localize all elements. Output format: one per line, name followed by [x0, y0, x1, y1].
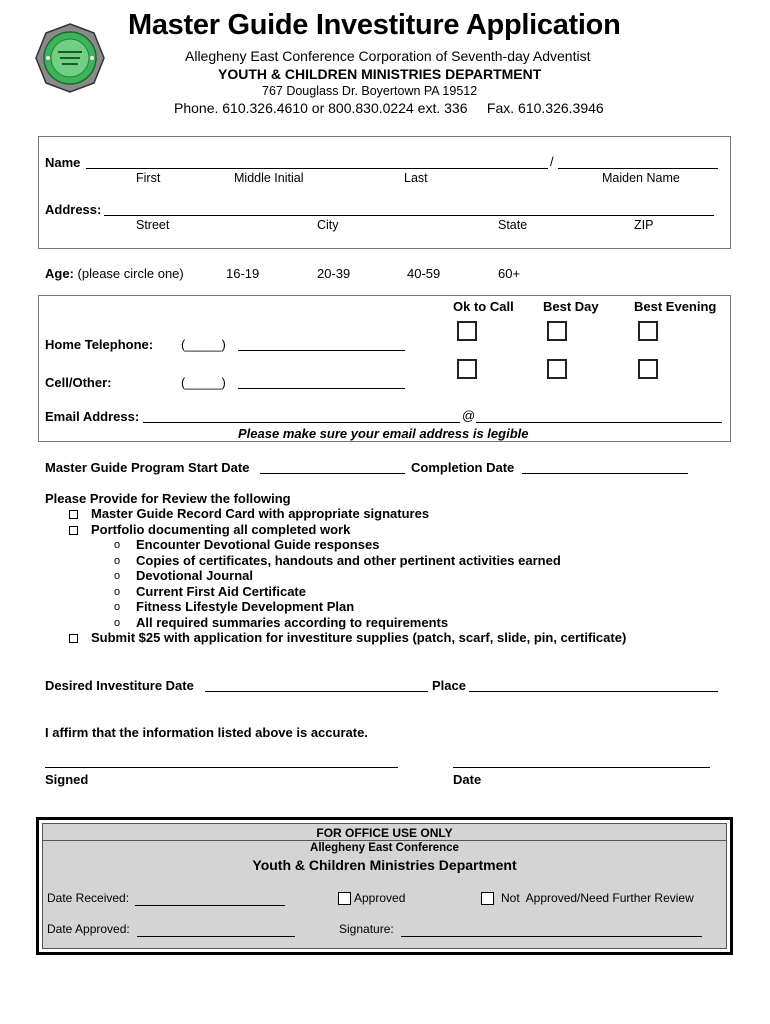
office-department: Youth & Children Ministries Department: [252, 857, 517, 873]
phone-email-box: [38, 295, 731, 442]
completion-date-field[interactable]: [522, 473, 688, 474]
zip-label: ZIP: [634, 218, 654, 232]
cell-label: Cell/Other:: [45, 375, 112, 390]
email-domain-field[interactable]: [476, 422, 722, 423]
office-use-panel: [42, 823, 727, 949]
org-address: 767 Douglass Dr. Boyertown PA 19512: [262, 84, 478, 98]
affirm-statement: I affirm that the information listed above is accurate.: [45, 725, 368, 740]
name-label: Name: [45, 155, 81, 170]
department-name: YOUTH & CHILDREN MINISTRIES DEPARTMENT: [218, 66, 542, 82]
page-title: Master Guide Investiture Application: [128, 9, 621, 41]
not-approved-label: Not Approved/Need Further Review: [501, 891, 694, 905]
place-field[interactable]: [469, 691, 718, 692]
bullet-circle-icon: o: [114, 601, 121, 613]
age-option[interactable]: 40-59: [407, 266, 441, 281]
investiture-date-field[interactable]: [205, 691, 428, 692]
date-approved-field[interactable]: [137, 936, 295, 937]
best-day-header: Best Day: [543, 299, 599, 314]
portfolio-item: All required summaries according to requirements: [136, 615, 449, 630]
portfolio-item: Fitness Lifestyle Development Plan: [136, 599, 355, 614]
date-label: Date: [453, 772, 482, 787]
age-row: [45, 266, 184, 281]
age-option[interactable]: 20-39: [317, 266, 351, 281]
org-name: Allegheny East Conference Corporation of Seventh-day Adventist: [185, 48, 591, 64]
cell-best-evening-checkbox[interactable]: [638, 359, 658, 379]
approved-checkbox[interactable]: [338, 892, 351, 905]
home-telephone-label: Home Telephone:: [45, 337, 154, 352]
ok-to-call-header: Ok to Call: [453, 299, 514, 314]
age-hint: (please circle one): [77, 266, 184, 281]
best-evening-header: Best Evening: [634, 299, 717, 314]
signed-label: Signed: [45, 772, 89, 787]
city-label: City: [317, 218, 339, 232]
last-label: Last: [404, 171, 428, 185]
office-signature-field[interactable]: [401, 936, 702, 937]
age-option[interactable]: 16-19: [226, 266, 260, 281]
signature-field[interactable]: [45, 767, 398, 768]
review-item: Submit $25 with application for investiture supplies (patch, scarf, slide, pin, certificate): [91, 630, 627, 645]
state-label: State: [498, 218, 528, 232]
date-received-label: Date Received:: [47, 891, 130, 905]
office-use-title-row: [43, 824, 726, 841]
home-best-evening-checkbox[interactable]: [638, 321, 658, 341]
bullet-circle-icon: o: [114, 617, 121, 629]
name-address-box: [38, 136, 731, 249]
bullet-circle-icon: o: [114, 555, 121, 567]
home-ok-to-call-checkbox[interactable]: [457, 321, 477, 341]
address-label: Address:: [45, 202, 102, 217]
email-note: Please make sure your email address is legible: [238, 426, 529, 441]
conference-logo: [34, 22, 106, 94]
not-approved-checkbox[interactable]: [481, 892, 494, 905]
completion-label: Completion Date: [411, 460, 515, 475]
approved-label: Approved: [354, 891, 406, 905]
email-at: @: [462, 408, 476, 423]
review-item: Portfolio documenting all completed work: [91, 522, 351, 537]
office-use-box: [36, 817, 733, 955]
home-area-code-field[interactable]: (_____): [181, 337, 226, 352]
age-label: Age:: [45, 266, 74, 281]
home-telephone-field[interactable]: [238, 350, 405, 351]
home-best-day-checkbox[interactable]: [547, 321, 567, 341]
street-label: Street: [136, 218, 170, 232]
bullet-circle-icon: o: [114, 539, 121, 551]
portfolio-item: Copies of certificates, handouts and other pertinent activities earned: [136, 553, 561, 568]
portfolio-item: Encounter Devotional Guide responses: [136, 537, 380, 552]
program-start-label: Master Guide Program Start Date: [45, 460, 250, 475]
office-signature-label: Signature:: [339, 922, 394, 936]
cell-telephone-field[interactable]: [238, 388, 405, 389]
cell-best-day-checkbox[interactable]: [547, 359, 567, 379]
date-received-field[interactable]: [135, 905, 285, 906]
signed-date-field[interactable]: [453, 767, 710, 768]
bullet-circle-icon: o: [114, 586, 121, 598]
place-label: Place: [432, 678, 466, 693]
bullet-circle-icon: o: [114, 570, 121, 582]
review-checkbox[interactable]: [69, 510, 78, 519]
email-user-field[interactable]: [143, 422, 460, 423]
org-contact: Phone. 610.326.4610 or 800.830.0224 ext. 336 Fax. 610.326.3946: [174, 100, 604, 116]
cell-ok-to-call-checkbox[interactable]: [457, 359, 477, 379]
office-conference: Allegheny East Conference: [310, 842, 459, 854]
maiden-name-label: Maiden Name: [602, 171, 680, 185]
program-start-field[interactable]: [260, 473, 405, 474]
date-approved-label: Date Approved:: [47, 922, 130, 936]
review-heading: Please Provide for Review the following: [45, 491, 291, 506]
review-item: Master Guide Record Card with appropriate signatures: [91, 506, 430, 521]
portfolio-item: Devotional Journal: [136, 568, 254, 583]
investiture-date-label: Desired Investiture Date: [45, 678, 194, 693]
office-use-title: FOR OFFICE USE ONLY: [316, 826, 453, 840]
review-checkbox[interactable]: [69, 526, 78, 535]
review-checkbox[interactable]: [69, 634, 78, 643]
maiden-name-field[interactable]: [558, 168, 718, 169]
age-option[interactable]: 60+: [498, 266, 521, 281]
middle-initial-label: Middle Initial: [234, 171, 304, 185]
address-field[interactable]: [104, 215, 714, 216]
portfolio-item: Current First Aid Certificate: [136, 584, 306, 599]
email-label: Email Address:: [45, 409, 140, 424]
first-label: First: [136, 171, 161, 185]
name-field[interactable]: [86, 168, 548, 169]
cell-area-code-field[interactable]: (_____): [181, 375, 226, 390]
name-slash: /: [550, 154, 554, 169]
